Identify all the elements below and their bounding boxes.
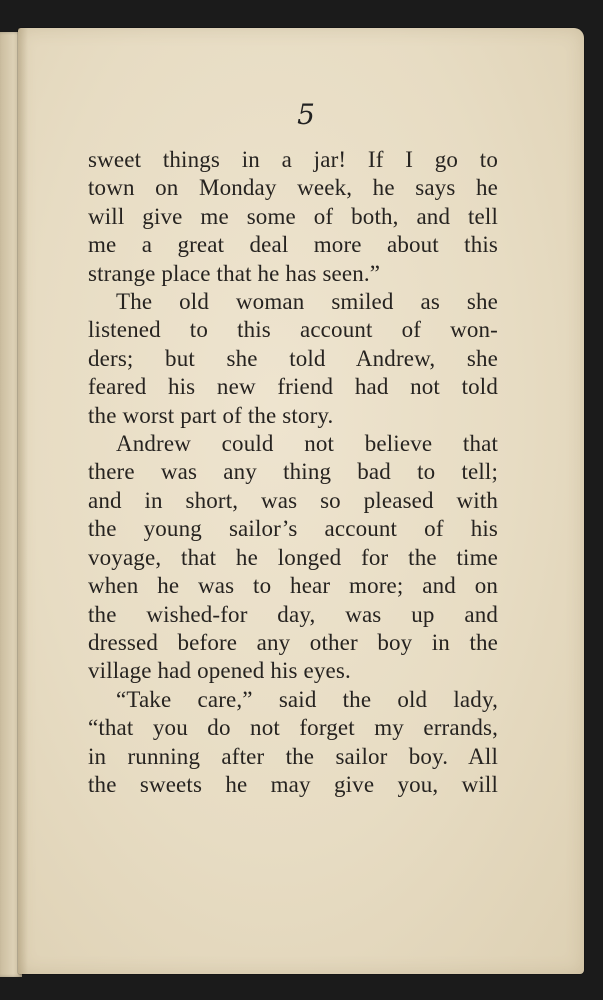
- text-line: voyage, that he longed for the time: [88, 544, 498, 570]
- text-line: will give me some of both, and tell: [88, 203, 498, 229]
- text-line: ders; but she told Andrew, she: [88, 345, 498, 371]
- text-line: The old woman smiled as she: [116, 289, 498, 315]
- text-line: and in short, was so pleased with: [88, 487, 498, 513]
- text-line: in running after the sailor boy. All: [88, 743, 498, 769]
- text-line: there was any thing bad to tell;: [88, 459, 498, 485]
- text-line: town on Monday week, he says he: [88, 175, 498, 201]
- text-line: feared his new friend had not told: [88, 374, 498, 400]
- text-line: the wished-for day, was up and: [88, 601, 498, 627]
- text-line: village had opened his eyes.: [88, 658, 351, 684]
- text-line: “Take care,” said the old lady,: [116, 686, 498, 712]
- text-line: the sweets he may give you, will: [88, 771, 498, 797]
- text-line: “that you do not forget my errands,: [88, 715, 498, 741]
- text-line: when he was to hear more; and on: [88, 573, 498, 599]
- text-line: listened to this account of won-: [88, 317, 498, 343]
- text-line: me a great deal more about this: [88, 232, 498, 258]
- text-line: Andrew could not believe that: [116, 431, 498, 457]
- text-line: the worst part of the story.: [88, 402, 334, 428]
- page-number: 5: [297, 98, 315, 131]
- text-line: strange place that he has seen.”: [88, 260, 381, 286]
- book-page: [18, 28, 584, 974]
- body-text: [88, 146, 498, 799]
- text-line: sweet things in a jar! If I go to: [88, 147, 498, 172]
- text-line: dressed before any other boy in the: [88, 629, 498, 655]
- text-line: the young sailor’s account of his: [88, 516, 498, 542]
